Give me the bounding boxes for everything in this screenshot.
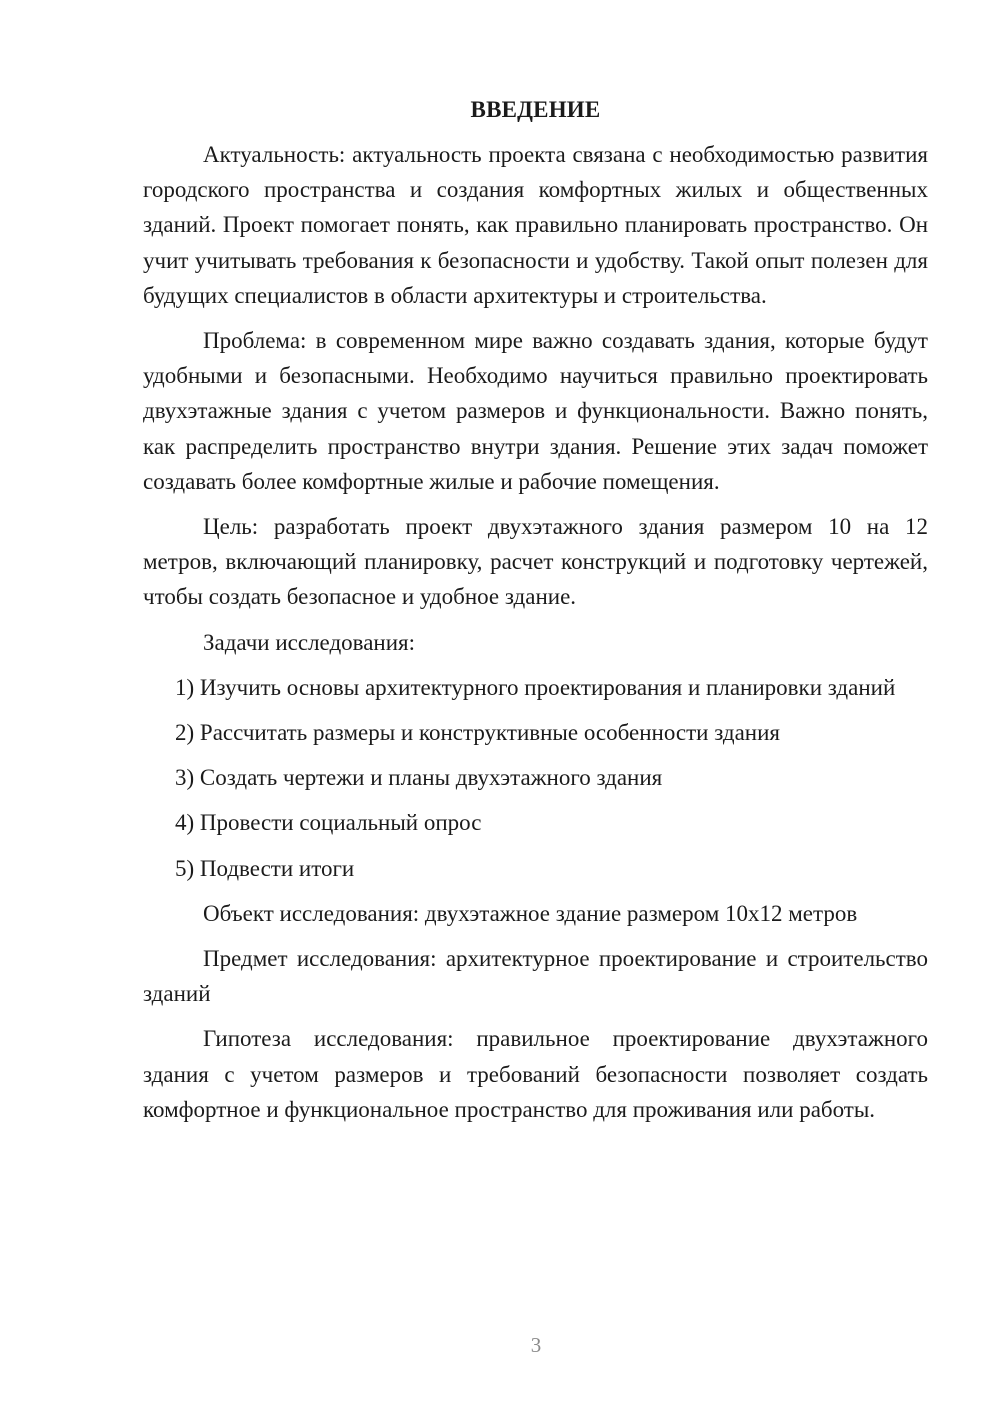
page-title: ВВЕДЕНИЕ (470, 97, 601, 122)
task-item-5: 5) Подвести итоги (175, 855, 355, 881)
task-item-4: 4) Провести социальный опрос (175, 810, 482, 836)
page-number: 3 (530, 1333, 542, 1357)
paragraph-hypothesis: Гипотеза исследования: правильное проектирование двухэтажного здания с учетом размеров и требований безопасности позволяет создать комфортное и функциональное пространство для проживания или работы. (143, 1026, 928, 1122)
paragraph-problem: Проблема: в современном мире важно создавать здания, которые будут удобными и безопасными. Необходимо научиться правильно проектировать двухэтажные здания с учетом размеров и функциональности. Важно понять, как распределить пространство внутри здания. Решение этих задач поможет создавать более комфортные жилые и рабочие помещения. (143, 328, 928, 494)
paragraph-relevance: Актуальность: актуальность проекта связана с необходимостью развития городского пространства и создания комфортных жилых и общественных зданий. Проект помогает понять, как правильно планировать пространство. Он учит учитывать требования к безопасности и удобству. Такой опыт полезен для будущих специалистов в области архитектуры и строительства. (143, 142, 928, 308)
paragraph-subject: Предмет исследования: архитектурное проектирование и строительство зданий (143, 946, 928, 1007)
paragraph-object: Объект исследования: двухэтажное здание размером 10x12 метров (203, 900, 858, 926)
task-item-3: 3) Создать чертежи и планы двухэтажного здания (175, 765, 663, 791)
task-item-2: 2) Рассчитать размеры и конструктивные особенности здания (175, 720, 781, 746)
tasks-heading: Задачи исследования: (203, 629, 416, 655)
task-item-1: 1) Изучить основы архитектурного проектирования и планировки зданий (175, 674, 896, 700)
paragraph-goal: Цель: разработать проект двухэтажного здания размером 10 на 12 метров, включающий планировку, расчет конструкций и подготовку чертежей, чтобы создать безопасное и удобное здание. (143, 514, 928, 610)
page-content (143, 92, 928, 1137)
